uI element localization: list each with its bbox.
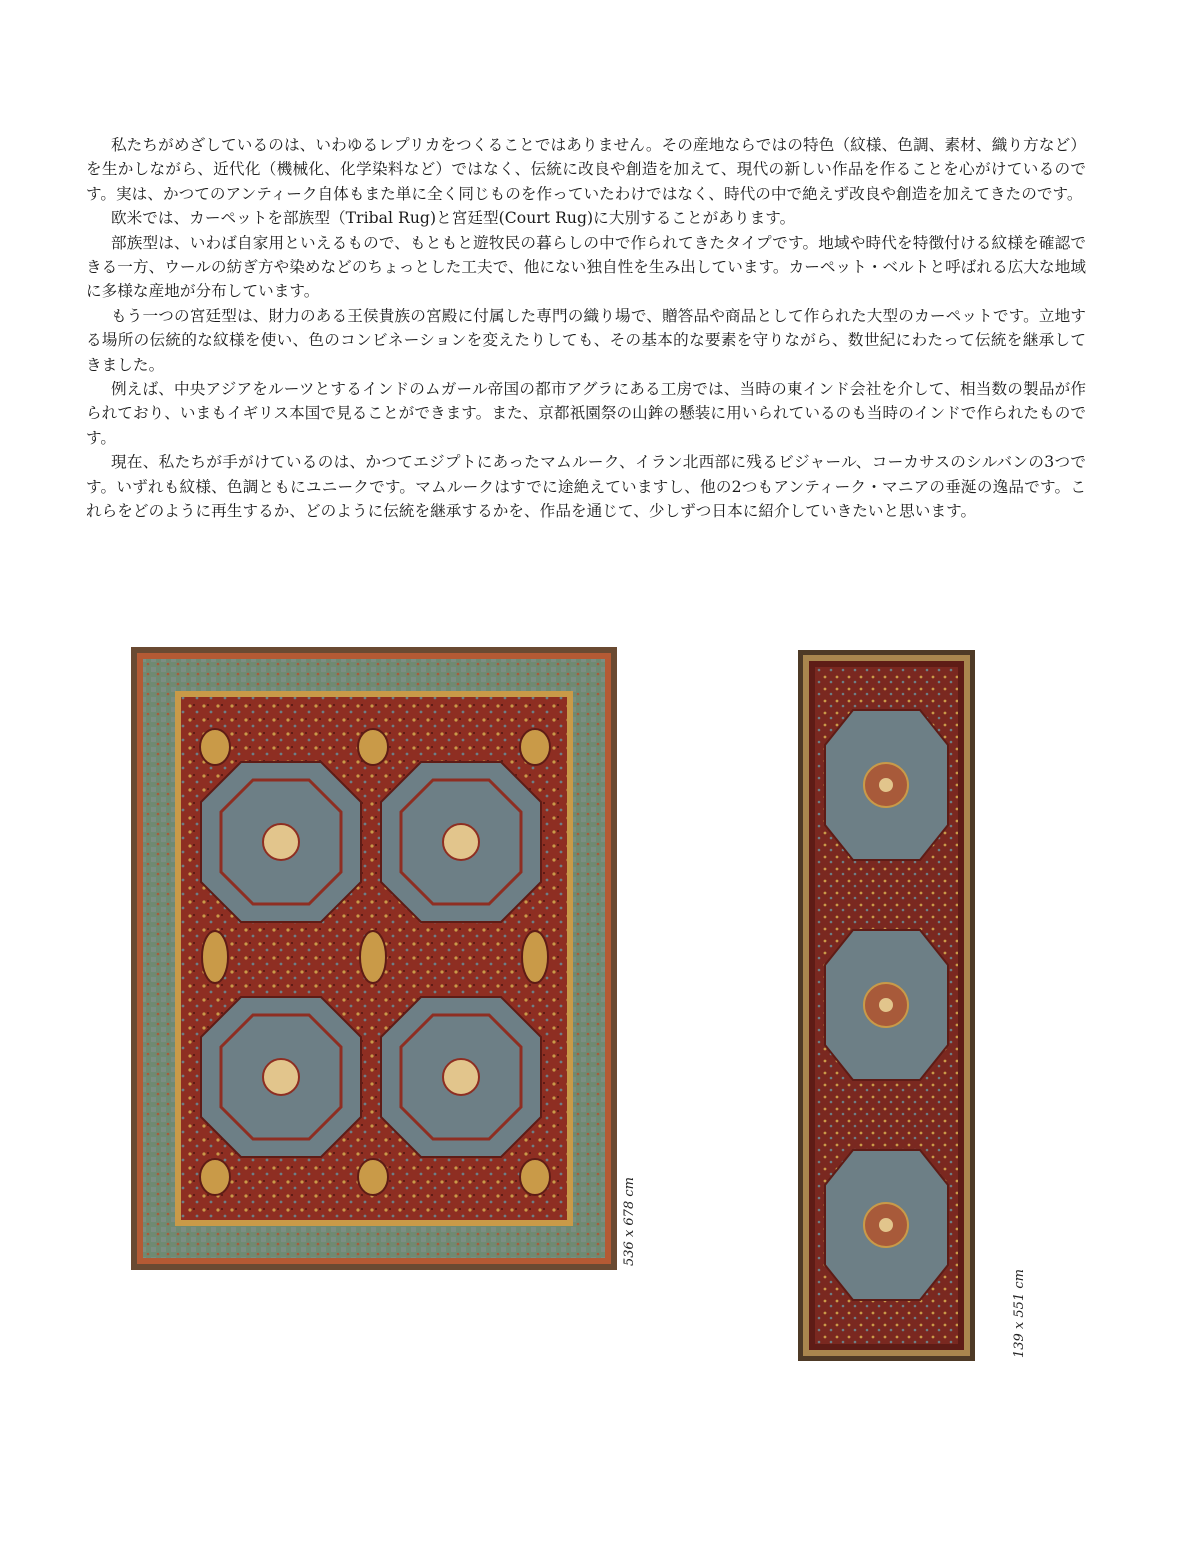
paragraph: 欧米では、カーペットを部族型（Tribal Rug)と宮廷型(Court Rug)に大別することがあります。 <box>110 209 796 228</box>
carpet-illustration <box>131 647 617 1270</box>
paragraph: 例えば、中央アジアをルーツとするインドのムガール帝国の都市アグラにある工房では、当時の東インド会社を介して、相当数の製品が作られており、いまもイギリス本国で見ることができます。また、京都祇園祭の山鉾の懸装に用いられているのも当時のインドで作られたものです。 <box>86 380 1086 447</box>
runner-illustration <box>798 650 975 1361</box>
carpet-photo-large <box>131 647 617 1270</box>
carpet-size-caption-runner: 139 x 551 cm <box>1012 1269 1027 1358</box>
paragraph: もう一つの宮廷型は、財力のある王侯貴族の宮殿に付属した専門の織り場で、贈答品や商品として作られた大型のカーペットです。立地する場所の伝統的な紋様を使い、色のコンビネーションを変えたりしても、その基本的な要素を守りながら、数世紀にわたって伝統を継承してきました。 <box>86 306 1086 374</box>
paragraph: 私たちがめざしているのは、いわゆるレプリカをつくることではありません。その産地ならではの特色（紋様、色調、素材、織り方など）を生かしながら、近代化（機械化、化学染料など）ではなく、伝統に改良や創造を加えて、現代の新しい作品を作ることを心がけているのです。実は、かつてのアンティーク自体もまた単に全く同じものを作っていたわけではなく、時代の中で絶えず改良や創造を加えてきたのです。 <box>86 136 1086 203</box>
paragraph: 現在、私たちが手がけているのは、かつてエジプトにあったマムルーク、イラン北西部に残るビジャール、コーカサスのシルバンの3つです。いずれも紋様、色調ともにユニークです。マムルークはすでに途絶えていますし、他の2つもアンティーク・マニアの垂涎の逸品です。これらをどのように再生するか、どのように伝統を継承するかを、作品を通じて、少しずつ日本に紹介していきたいと思います。 <box>86 453 1086 521</box>
paragraph: 部族型は、いわば自家用といえるもので、もともと遊牧民の暮らしの中で作られてきたタイプです。地域や時代を特徴付ける紋様を確認できる一方、ウールの紡ぎ方や染めなどのちょっとした工夫で、他にない独自性を生み出しています。カーペット・ベルトと呼ばれる広大な地域に多様な産地が分布しています。 <box>86 233 1087 301</box>
carpet-photo-runner <box>798 650 975 1361</box>
carpet-size-caption-large: 536 x 678 cm <box>622 1177 637 1266</box>
article-body <box>86 133 1086 524</box>
